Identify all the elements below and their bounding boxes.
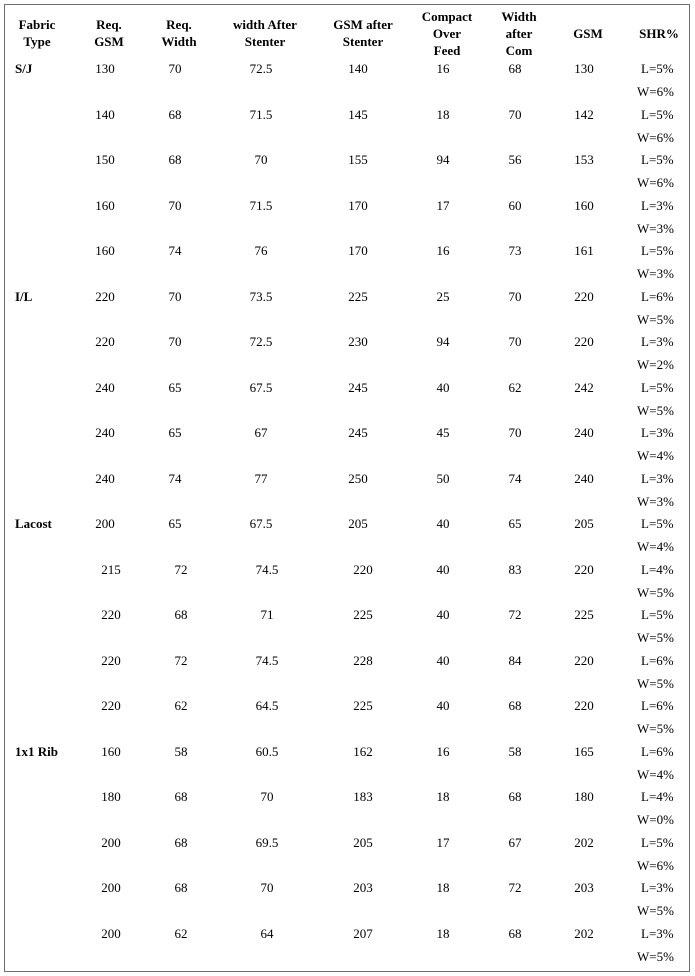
gsm-value: 242	[574, 380, 594, 395]
req-gsm-value: 140	[95, 107, 115, 122]
shrinkage-width: W=3%	[637, 494, 674, 509]
header-fabric-type: Fabric Type	[18, 17, 56, 49]
shrinkage-width: W=5%	[637, 949, 674, 964]
header-gsm-after-stenter: GSM after Stenter	[333, 17, 393, 49]
gsm-after-stenter-value: 205	[353, 835, 373, 850]
compact-over-feed-value: 16	[436, 744, 450, 759]
compact-over-feed-value: 94	[436, 334, 450, 349]
shrinkage-length: L=6%	[641, 744, 674, 759]
width-after-stenter-value: 71.5	[249, 107, 273, 122]
gsm-value: 240	[574, 425, 594, 440]
shrinkage-width: W=3%	[637, 266, 674, 281]
compact-over-feed-value: 40	[436, 653, 450, 668]
gsm-after-stenter-value: 205	[348, 516, 368, 531]
shrinkage-width: W=5%	[637, 676, 674, 691]
gsm-after-stenter-value: 245	[348, 425, 368, 440]
header-width-after-stenter: width After Stenter	[233, 17, 297, 49]
gsm-value: 205	[574, 516, 594, 531]
req-width-value: 70	[168, 61, 182, 76]
compact-over-feed-value: 40	[436, 698, 450, 713]
width-after-stenter-value: 64.5	[255, 698, 279, 713]
header-compact-over-feed: Compact Over Feed	[421, 9, 473, 58]
shrinkage-width: W=6%	[637, 84, 674, 99]
width-after-com-value: 58	[508, 744, 522, 759]
gsm-after-stenter-value: 140	[348, 61, 368, 76]
compact-over-feed-value: 50	[436, 471, 450, 486]
gsm-value: 220	[574, 334, 594, 349]
shrinkage-length: L=5%	[641, 380, 674, 395]
gsm-value: 203	[574, 880, 594, 895]
gsm-value: 160	[574, 198, 594, 213]
width-after-stenter-value: 70	[254, 152, 268, 167]
gsm-value: 220	[574, 653, 594, 668]
width-after-stenter-value: 71.5	[249, 198, 273, 213]
compact-over-feed-value: 17	[436, 835, 450, 850]
shrinkage-width: W=5%	[637, 903, 674, 918]
req-width-value: 74	[168, 243, 182, 258]
req-width-value: 62	[174, 698, 188, 713]
gsm-after-stenter-value: 225	[348, 289, 368, 304]
width-after-stenter-value: 60.5	[255, 744, 279, 759]
shrinkage-width: W=2%	[637, 357, 674, 372]
req-gsm-value: 160	[95, 198, 115, 213]
compact-over-feed-value: 40	[436, 516, 450, 531]
shrinkage-length: L=5%	[641, 107, 674, 122]
gsm-after-stenter-value: 250	[348, 471, 368, 486]
width-after-stenter-value: 67.5	[249, 380, 273, 395]
shrinkage-width: W=4%	[637, 767, 674, 782]
gsm-after-stenter-value: 228	[353, 653, 373, 668]
fabric-type-label: I/L	[15, 289, 33, 304]
width-after-stenter-value: 69.5	[255, 835, 279, 850]
width-after-stenter-value: 73.5	[249, 289, 273, 304]
req-gsm-value: 220	[101, 698, 121, 713]
width-after-stenter-value: 74.5	[255, 562, 279, 577]
width-after-com-value: 68	[508, 698, 522, 713]
compact-over-feed-value: 40	[436, 562, 450, 577]
shrinkage-length: L=3%	[641, 471, 674, 486]
shrinkage-length: L=3%	[641, 198, 674, 213]
width-after-com-value: 74	[508, 471, 522, 486]
req-width-value: 65	[168, 425, 182, 440]
shrinkage-width: W=5%	[637, 721, 674, 736]
compact-over-feed-value: 18	[436, 107, 450, 122]
shrinkage-length: L=3%	[641, 334, 674, 349]
shrinkage-width: W=5%	[637, 630, 674, 645]
width-after-com-value: 70	[508, 425, 522, 440]
shrinkage-width: W=0%	[637, 812, 674, 827]
req-width-value: 62	[174, 926, 188, 941]
gsm-value: 153	[574, 152, 594, 167]
shrinkage-width: W=6%	[637, 175, 674, 190]
req-gsm-value: 130	[95, 61, 115, 76]
width-after-com-value: 65	[508, 516, 522, 531]
width-after-com-value: 68	[508, 61, 522, 76]
shrinkage-length: L=3%	[641, 926, 674, 941]
req-width-value: 68	[168, 152, 182, 167]
gsm-value: 180	[574, 789, 594, 804]
shrinkage-length: L=5%	[641, 152, 674, 167]
gsm-value: 220	[574, 562, 594, 577]
width-after-com-value: 62	[508, 380, 522, 395]
req-gsm-value: 200	[101, 880, 121, 895]
req-gsm-value: 240	[95, 425, 115, 440]
header-req-gsm: Req. GSM	[94, 17, 124, 49]
width-after-com-value: 67	[508, 835, 522, 850]
gsm-after-stenter-value: 183	[353, 789, 373, 804]
req-gsm-value: 150	[95, 152, 115, 167]
gsm-after-stenter-value: 225	[353, 607, 373, 622]
shrinkage-length: L=5%	[641, 607, 674, 622]
shrinkage-length: L=6%	[641, 653, 674, 668]
gsm-value: 142	[574, 107, 594, 122]
gsm-after-stenter-value: 230	[348, 334, 368, 349]
width-after-com-value: 68	[508, 789, 522, 804]
width-after-stenter-value: 72.5	[249, 334, 273, 349]
width-after-com-value: 68	[508, 926, 522, 941]
width-after-stenter-value: 71	[260, 607, 274, 622]
req-width-value: 72	[174, 653, 188, 668]
width-after-com-value: 60	[508, 198, 522, 213]
gsm-after-stenter-value: 155	[348, 152, 368, 167]
gsm-value: 225	[574, 607, 594, 622]
gsm-after-stenter-value: 245	[348, 380, 368, 395]
width-after-stenter-value: 70	[260, 880, 274, 895]
shrinkage-length: L=5%	[641, 61, 674, 76]
shrinkage-length: L=5%	[641, 835, 674, 850]
compact-over-feed-value: 45	[436, 425, 450, 440]
req-width-value: 68	[174, 607, 188, 622]
req-width-value: 65	[168, 516, 182, 531]
req-gsm-value: 200	[95, 516, 115, 531]
compact-over-feed-value: 18	[436, 789, 450, 804]
width-after-stenter-value: 72.5	[249, 61, 273, 76]
req-width-value: 72	[174, 562, 188, 577]
gsm-value: 202	[574, 835, 594, 850]
width-after-com-value: 72	[508, 880, 522, 895]
gsm-after-stenter-value: 207	[353, 926, 373, 941]
req-gsm-value: 220	[101, 653, 121, 668]
gsm-value: 240	[574, 471, 594, 486]
compact-over-feed-value: 16	[436, 243, 450, 258]
req-width-value: 68	[174, 789, 188, 804]
shrinkage-width: W=3%	[637, 221, 674, 236]
shrinkage-length: L=6%	[641, 698, 674, 713]
shrinkage-length: L=6%	[641, 289, 674, 304]
compact-over-feed-value: 40	[436, 607, 450, 622]
gsm-value: 165	[574, 744, 594, 759]
shrinkage-width: W=4%	[637, 539, 674, 554]
fabric-spec-table	[4, 4, 690, 972]
gsm-after-stenter-value: 225	[353, 698, 373, 713]
compact-over-feed-value: 25	[436, 289, 450, 304]
header-req-width: Req. Width	[161, 17, 197, 49]
width-after-stenter-value: 64	[260, 926, 274, 941]
shrinkage-width: W=5%	[637, 585, 674, 600]
gsm-after-stenter-value: 145	[348, 107, 368, 122]
shrinkage-length: L=5%	[641, 243, 674, 258]
compact-over-feed-value: 17	[436, 198, 450, 213]
compact-over-feed-value: 94	[436, 152, 450, 167]
width-after-stenter-value: 76	[254, 243, 268, 258]
req-gsm-value: 200	[101, 926, 121, 941]
shrinkage-length: L=4%	[641, 789, 674, 804]
width-after-com-value: 73	[508, 243, 522, 258]
width-after-com-value: 56	[508, 152, 522, 167]
shrinkage-length: L=4%	[641, 562, 674, 577]
gsm-value: 220	[574, 698, 594, 713]
gsm-value: 202	[574, 926, 594, 941]
shrinkage-width: W=4%	[637, 448, 674, 463]
req-gsm-value: 220	[95, 289, 115, 304]
fabric-type-label: 1x1 Rib	[15, 744, 58, 759]
shrinkage-length: L=3%	[641, 880, 674, 895]
req-width-value: 70	[168, 198, 182, 213]
fabric-type-label: Lacost	[15, 516, 52, 531]
width-after-com-value: 72	[508, 607, 522, 622]
width-after-stenter-value: 70	[260, 789, 274, 804]
header-shr: SHR%	[639, 26, 679, 41]
req-width-value: 70	[168, 334, 182, 349]
req-width-value: 68	[174, 835, 188, 850]
gsm-value: 130	[574, 61, 594, 76]
req-width-value: 58	[174, 744, 188, 759]
req-gsm-value: 200	[101, 835, 121, 850]
req-width-value: 65	[168, 380, 182, 395]
width-after-com-value: 83	[508, 562, 522, 577]
req-gsm-value: 240	[95, 380, 115, 395]
req-width-value: 68	[174, 880, 188, 895]
compact-over-feed-value: 18	[436, 880, 450, 895]
shrinkage-length: L=5%	[641, 516, 674, 531]
req-gsm-value: 160	[95, 243, 115, 258]
gsm-value: 161	[574, 243, 594, 258]
width-after-com-value: 70	[508, 289, 522, 304]
gsm-value: 220	[574, 289, 594, 304]
width-after-com-value: 70	[508, 334, 522, 349]
header-width-after-com: Width after Com	[501, 9, 537, 58]
width-after-stenter-value: 67	[254, 425, 268, 440]
req-gsm-value: 220	[101, 607, 121, 622]
gsm-after-stenter-value: 162	[353, 744, 373, 759]
fabric-type-label: S/J	[15, 61, 33, 76]
header-gsm: GSM	[573, 26, 603, 41]
compact-over-feed-value: 18	[436, 926, 450, 941]
width-after-stenter-value: 67.5	[249, 516, 273, 531]
req-gsm-value: 215	[101, 562, 121, 577]
req-width-value: 70	[168, 289, 182, 304]
req-width-value: 74	[168, 471, 182, 486]
shrinkage-width: W=5%	[637, 403, 674, 418]
width-after-stenter-value: 77	[254, 471, 268, 486]
shrinkage-width: W=6%	[637, 858, 674, 873]
gsm-after-stenter-value: 170	[348, 198, 368, 213]
width-after-stenter-value: 74.5	[255, 653, 279, 668]
width-after-com-value: 84	[508, 653, 522, 668]
compact-over-feed-value: 16	[436, 61, 450, 76]
gsm-after-stenter-value: 220	[353, 562, 373, 577]
shrinkage-length: L=3%	[641, 425, 674, 440]
shrinkage-width: W=5%	[637, 312, 674, 327]
req-width-value: 68	[168, 107, 182, 122]
req-gsm-value: 180	[101, 789, 121, 804]
req-gsm-value: 160	[101, 744, 121, 759]
shrinkage-width: W=6%	[637, 130, 674, 145]
req-gsm-value: 240	[95, 471, 115, 486]
req-gsm-value: 220	[95, 334, 115, 349]
compact-over-feed-value: 40	[436, 380, 450, 395]
gsm-after-stenter-value: 170	[348, 243, 368, 258]
width-after-com-value: 70	[508, 107, 522, 122]
gsm-after-stenter-value: 203	[353, 880, 373, 895]
